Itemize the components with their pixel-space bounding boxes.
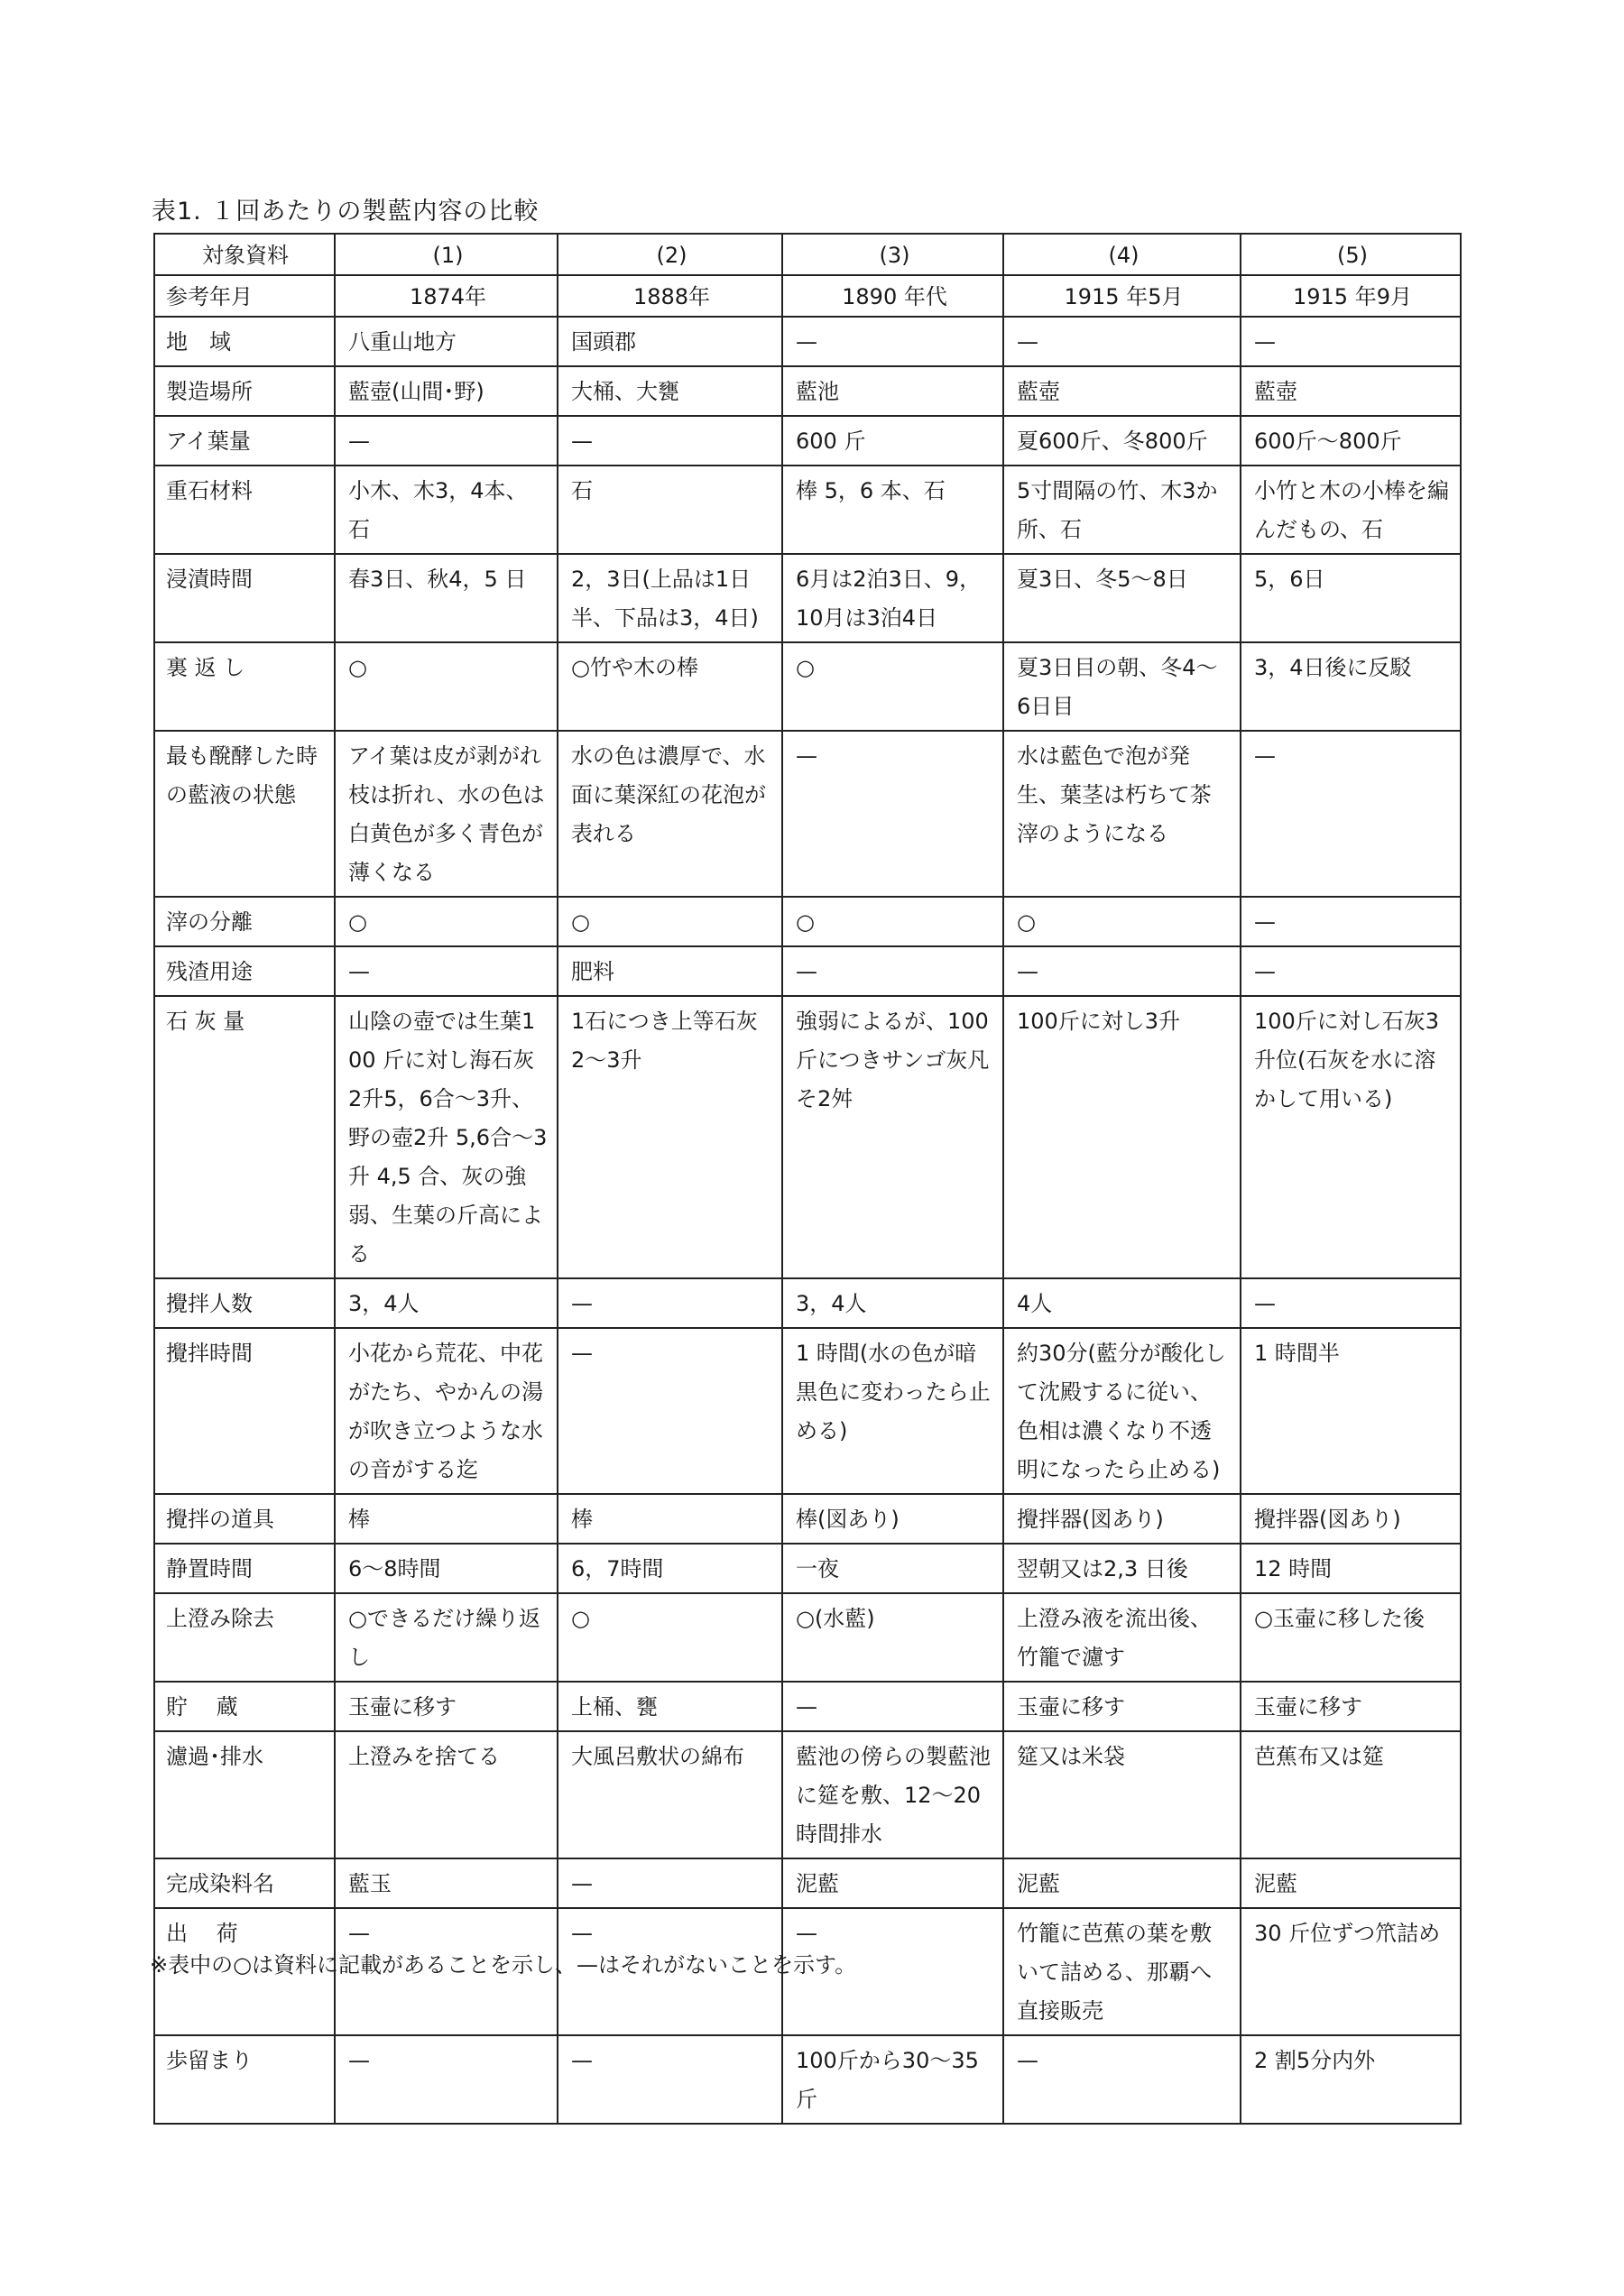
table-cell: 夏3日、冬5〜8日: [1003, 554, 1241, 642]
table-row: [154, 1328, 1461, 1494]
table-cell: ○: [558, 897, 782, 946]
row-label-cell: 攪拌時間: [154, 1328, 335, 1494]
row-label-cell: 上澄み除去: [154, 1593, 335, 1682]
row-label-cell: 滓の分離: [154, 897, 335, 946]
table-cell: ○玉壷に移した後: [1241, 1593, 1461, 1682]
row-label-cell: 最も醗酵した時の藍液の状態: [154, 731, 335, 897]
table-cell: 6〜8時間: [335, 1544, 558, 1593]
table-cell: アイ葉は皮が剥がれ枝は折れ、水の色は白黄色が多く青色が薄くなる: [335, 731, 558, 897]
row-label-cell: 歩留まり: [154, 2035, 335, 2124]
table-cell: 棒 5，6 本、石: [782, 466, 1003, 554]
table-cell: 芭蕉布又は筵: [1241, 1731, 1461, 1858]
table-cell: 泥藍: [782, 1858, 1003, 1908]
table-row: [154, 1544, 1461, 1593]
table-cell: 100斤に対し3升: [1003, 996, 1241, 1278]
table-cell: 石: [558, 466, 782, 554]
table-cell: 八重山地方: [335, 317, 558, 366]
table-cell: —: [558, 1858, 782, 1908]
table-cell: —: [1241, 946, 1461, 996]
table-cell: —: [782, 946, 1003, 996]
table-row: [154, 466, 1461, 554]
table-row: [154, 2035, 1461, 2124]
table-cell: 小木、木3，4本、石: [335, 466, 558, 554]
table-cell: ○竹や木の棒: [558, 642, 782, 731]
table-row: [154, 1593, 1461, 1682]
table-cell: 6，7時間: [558, 1544, 782, 1593]
header-cell: 対象資料: [154, 234, 335, 275]
table-cell: 約30分(藍分が酸化して沈殿するに従い、色相は濃くなり不透明になったら止める): [1003, 1328, 1241, 1494]
table-cell: 大桶、大甕: [558, 366, 782, 416]
row-label-cell: 浸漬時間: [154, 554, 335, 642]
table-cell: 国頭郡: [558, 317, 782, 366]
table-row: [154, 1278, 1461, 1328]
table-cell: 30 斤位ずつ笊詰め: [1241, 1908, 1461, 2035]
table-cell: 600 斤: [782, 416, 1003, 466]
table-row: [154, 317, 1461, 366]
table-cell: 泥藍: [1003, 1858, 1241, 1908]
table-cell: 小竹と木の小棒を編んだもの、石: [1241, 466, 1461, 554]
table-cell: 翌朝又は2,3 日後: [1003, 1544, 1241, 1593]
table-cell: 藍玉: [335, 1858, 558, 1908]
table-cell: —: [782, 317, 1003, 366]
table-cell: —: [782, 1682, 1003, 1731]
table-cell: 3，4日後に反駁: [1241, 642, 1461, 731]
table-cell: 3，4人: [782, 1278, 1003, 1328]
table-cell: ○: [782, 642, 1003, 731]
table-cell: —: [1241, 731, 1461, 897]
table-cell: —: [558, 2035, 782, 2124]
table-cell: 3，4人: [335, 1278, 558, 1328]
table-cell: —: [558, 1278, 782, 1328]
table-row: [154, 897, 1461, 946]
table-cell: 100斤から30〜35斤: [782, 2035, 1003, 2124]
table-cell: 5寸間隔の竹、木3か所、石: [1003, 466, 1241, 554]
comparison-table: [153, 233, 1462, 2125]
row-label-cell: 濾過･排水: [154, 1731, 335, 1858]
table-cell: 夏3日目の朝、冬4〜6日目: [1003, 642, 1241, 731]
table-cell: 2，3日(上品は1日半、下品は3，4日): [558, 554, 782, 642]
table-cell: 強弱によるが、100斤につきサンゴ灰凡そ2舛: [782, 996, 1003, 1278]
row-label-cell: 地 域: [154, 317, 335, 366]
table-cell: 肥料: [558, 946, 782, 996]
table-cell: —: [1003, 2035, 1241, 2124]
table-row: [154, 946, 1461, 996]
table-row: [154, 1682, 1461, 1731]
year-row: [154, 275, 1461, 317]
table-cell: 水は藍色で泡が発生、葉茎は朽ちて茶滓のようになる: [1003, 731, 1241, 897]
table-cell: 一夜: [782, 1544, 1003, 1593]
table-row: [154, 1731, 1461, 1858]
table-cell: 大風呂敷状の綿布: [558, 1731, 782, 1858]
table-cell: —: [558, 1908, 782, 2035]
table-cell: 夏600斤、冬800斤: [1003, 416, 1241, 466]
table-cell: —: [558, 416, 782, 466]
table-cell: ○: [335, 897, 558, 946]
table-cell: 玉壷に移す: [1241, 1682, 1461, 1731]
table-caption: 表1. １回あたりの製藍内容の比較: [152, 198, 540, 226]
table-cell: —: [558, 1328, 782, 1494]
row-label-cell: 完成染料名: [154, 1858, 335, 1908]
table-cell: 1890 年代: [782, 275, 1003, 317]
table-cell: 藍池の傍らの製藍池に筵を敷、12〜20時間排水: [782, 1731, 1003, 1858]
table-cell: 上澄み液を流出後、竹籠で濾す: [1003, 1593, 1241, 1682]
table-cell: —: [1241, 1278, 1461, 1328]
row-label-cell: 参考年月: [154, 275, 335, 317]
table-cell: 600斤〜800斤: [1241, 416, 1461, 466]
table-cell: 泥藍: [1241, 1858, 1461, 1908]
table-cell: 1915 年9月: [1241, 275, 1461, 317]
table-cell: —: [335, 2035, 558, 2124]
table-cell: ○: [1003, 897, 1241, 946]
table-cell: 6月は2泊3日、9，10月は3泊4日: [782, 554, 1003, 642]
table-row: [154, 1494, 1461, 1544]
table-cell: 上澄みを捨てる: [335, 1731, 558, 1858]
table-cell: 1874年: [335, 275, 558, 317]
table-row: [154, 731, 1461, 897]
row-label-cell: 出 荷: [154, 1908, 335, 2035]
table-cell: —: [1241, 897, 1461, 946]
table-cell: ○: [782, 897, 1003, 946]
table-cell: 4人: [1003, 1278, 1241, 1328]
row-label-cell: 残渣用途: [154, 946, 335, 996]
row-label-cell: 製造場所: [154, 366, 335, 416]
table-cell: 100斤に対し石灰3升位(石灰を水に溶かして用いる): [1241, 996, 1461, 1278]
table-row: [154, 416, 1461, 466]
table-cell: —: [1003, 946, 1241, 996]
table-header-row: [154, 234, 1461, 275]
header-cell: (5): [1241, 234, 1461, 275]
header-cell: (3): [782, 234, 1003, 275]
table-cell: 藍壺(山間･野): [335, 366, 558, 416]
table-cell: 小花から荒花、中花がたち、やかんの湯が吹き立つような水の音がする迄: [335, 1328, 558, 1494]
table-cell: 棒: [558, 1494, 782, 1544]
row-label-cell: 貯 蔵: [154, 1682, 335, 1731]
table-cell: 1915 年5月: [1003, 275, 1241, 317]
table-cell: ○(水藍): [782, 1593, 1003, 1682]
row-label-cell: 攪拌人数: [154, 1278, 335, 1328]
table-cell: 水の色は濃厚で、水面に葉深紅の花泡が表れる: [558, 731, 782, 897]
header-cell: (2): [558, 234, 782, 275]
table-cell: 12 時間: [1241, 1544, 1461, 1593]
table-cell: 玉壷に移す: [335, 1682, 558, 1731]
table-cell: —: [335, 416, 558, 466]
row-label-cell: 裏 返 し: [154, 642, 335, 731]
table-cell: 5，6日: [1241, 554, 1461, 642]
row-label-cell: 攪拌の道具: [154, 1494, 335, 1544]
table-cell: 2 割5分内外: [1241, 2035, 1461, 2124]
table-cell: 山陰の壺では生葉100 斤に対し海石灰2升5，6合〜3升、野の壺2升 5,6合〜3升 4,5 合、灰の強弱、生葉の斤高による: [335, 996, 558, 1278]
table-cell: ○: [558, 1593, 782, 1682]
table-footnote: ※表中の○は資料に記載があることを示し、—はそれがないことを示す。: [150, 1952, 857, 1978]
table-cell: 棒(図あり): [782, 1494, 1003, 1544]
row-label-cell: 静置時間: [154, 1544, 335, 1593]
table-row: [154, 642, 1461, 731]
table-cell: 上桶、甕: [558, 1682, 782, 1731]
table-cell: 筵又は米袋: [1003, 1731, 1241, 1858]
table-cell: 1888年: [558, 275, 782, 317]
table-cell: 1石につき上等石灰2〜3升: [558, 996, 782, 1278]
table-cell: 攪拌器(図あり): [1003, 1494, 1241, 1544]
table-cell: 竹籠に芭蕉の葉を敷いて詰める、那覇へ直接販売: [1003, 1908, 1241, 2035]
header-cell: (1): [335, 234, 558, 275]
table-cell: —: [782, 1908, 1003, 2035]
table-cell: —: [782, 731, 1003, 897]
table-cell: 藍壺: [1003, 366, 1241, 416]
table-row: [154, 554, 1461, 642]
table-cell: 1 時間半: [1241, 1328, 1461, 1494]
table-cell: —: [335, 1908, 558, 2035]
table-cell: ○できるだけ繰り返し: [335, 1593, 558, 1682]
table-cell: —: [1241, 317, 1461, 366]
table-row: [154, 366, 1461, 416]
table-cell: 1 時間(水の色が暗黒色に変わったら止める): [782, 1328, 1003, 1494]
table-cell: 玉壷に移す: [1003, 1682, 1241, 1731]
table-row: [154, 996, 1461, 1278]
table-cell: —: [335, 946, 558, 996]
table-cell: 藍池: [782, 366, 1003, 416]
table-cell: —: [1003, 317, 1241, 366]
header-cell: (4): [1003, 234, 1241, 275]
table-cell: 藍壺: [1241, 366, 1461, 416]
row-label-cell: 重石材料: [154, 466, 335, 554]
table-cell: 春3日、秋4，5 日: [335, 554, 558, 642]
table-row: [154, 1858, 1461, 1908]
table-cell: 攪拌器(図あり): [1241, 1494, 1461, 1544]
row-label-cell: アイ葉量: [154, 416, 335, 466]
table-cell: ○: [335, 642, 558, 731]
row-label-cell: 石 灰 量: [154, 996, 335, 1278]
table-cell: 棒: [335, 1494, 558, 1544]
